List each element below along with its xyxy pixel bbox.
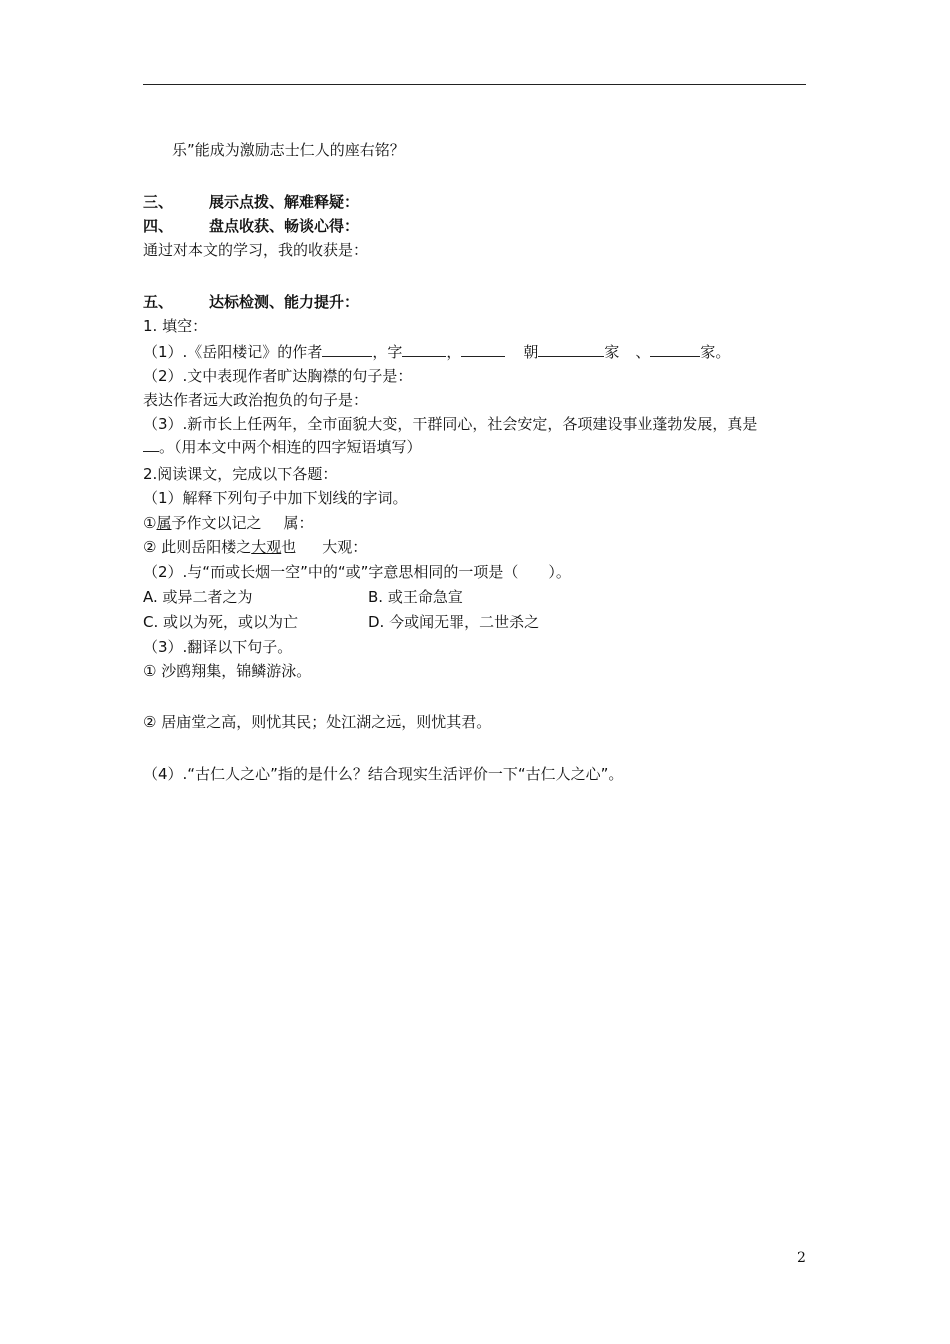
- q1-item-3-line1: （3）.新市长上任两年，全市面貌大变，干群同心，社会安定，各项建设事业蓬勃发展，真是: [143, 415, 758, 433]
- q2-part-3: （3）.翻译以下句子。: [143, 638, 293, 656]
- q2-part-2: （2）.与“而或长烟一空”中的“或”字意思相同的一项是（ ）。: [143, 563, 571, 581]
- q1-1-text-f: 、: [635, 343, 651, 361]
- section-5-heading: [143, 292, 359, 312]
- q2-label: 2.阅读课文，完成以下各题：: [143, 465, 338, 483]
- section-3-number: 三、: [143, 193, 174, 211]
- q1-3-text-b: 。（用本文中两个相连的四字短语填写）: [159, 438, 422, 456]
- q2-1-item-2: [143, 537, 367, 557]
- underlined-word-1: 属: [156, 514, 172, 532]
- profession-1-blank[interactable]: [538, 341, 604, 357]
- option-d: D. 今或闻无罪，二世杀之: [368, 613, 540, 631]
- item-1-text: 予作文以记之: [171, 514, 262, 532]
- q1-1-text-b: ，字: [372, 343, 403, 361]
- profession-2-blank[interactable]: [650, 341, 700, 357]
- item-1-prefix: ①: [143, 514, 157, 532]
- q1-label: 1. 填空：: [143, 317, 208, 335]
- option-b: B. 或王命急宣: [368, 588, 463, 606]
- q1-item-3-line2: [143, 436, 422, 457]
- q1-1-text-g: 家。: [700, 343, 731, 361]
- option-a: A. 或异二者之为: [143, 588, 253, 606]
- q1-1-text-a: （1）.《岳阳楼记》的作者: [143, 343, 323, 361]
- page-number: 2: [797, 1250, 806, 1266]
- section-5-title: 达标检测、能力提升：: [209, 293, 360, 311]
- q1-1-text-d: 朝: [523, 343, 539, 361]
- header-rule: [143, 84, 806, 85]
- section-4-title: 盘点收获、畅谈心得：: [209, 217, 360, 235]
- translate-2: ② 居庙堂之高，则忧其民；处江湖之远，则忧其君。: [143, 713, 492, 731]
- q1-item-2b: 表达作者远大政治抱负的句子是：: [143, 391, 369, 409]
- author-blank[interactable]: [322, 341, 372, 357]
- q2-1-item-1: [143, 513, 314, 533]
- q1-1-text-e: 家: [604, 343, 620, 361]
- item-1-term: 属：: [283, 514, 314, 532]
- item-2-text: 也: [281, 538, 297, 556]
- continuation-text: 乐”能成为激励志士仁人的座右铭？: [172, 141, 405, 159]
- translate-1: ① 沙鸥翔集，锦鳞游泳。: [143, 662, 312, 680]
- q1-item-1: [143, 341, 730, 362]
- section-4-heading: [143, 216, 359, 236]
- q2-part-1: （1）解释下列句子中加下划线的字词。: [143, 489, 408, 507]
- q2-part-4: （4）.“古仁人之心”指的是什么？结合现实生活评价一下“古仁人之心”。: [143, 765, 624, 783]
- section-4-text: 通过对本文的学习，我的收获是：: [143, 241, 369, 259]
- section-3-title: 展示点拨、解难释疑：: [209, 193, 360, 211]
- section-3-heading: [143, 192, 359, 212]
- section-5-number: 五、: [143, 293, 174, 311]
- courtesy-name-blank[interactable]: [402, 341, 446, 357]
- underlined-word-2: 大观: [251, 538, 282, 556]
- q1-item-2: （2）.文中表现作者旷达胸襟的句子是：: [143, 367, 413, 385]
- dynasty-blank[interactable]: [461, 341, 505, 357]
- item-2-prefix: ② 此则岳阳楼之: [143, 538, 252, 556]
- item-2-term: 大观：: [322, 538, 368, 556]
- section-4-number: 四、: [143, 217, 174, 235]
- q1-1-text-c: ，: [446, 343, 462, 361]
- idiom-blank[interactable]: [143, 436, 159, 452]
- option-c: C. 或以为死，或以为亡: [143, 613, 299, 631]
